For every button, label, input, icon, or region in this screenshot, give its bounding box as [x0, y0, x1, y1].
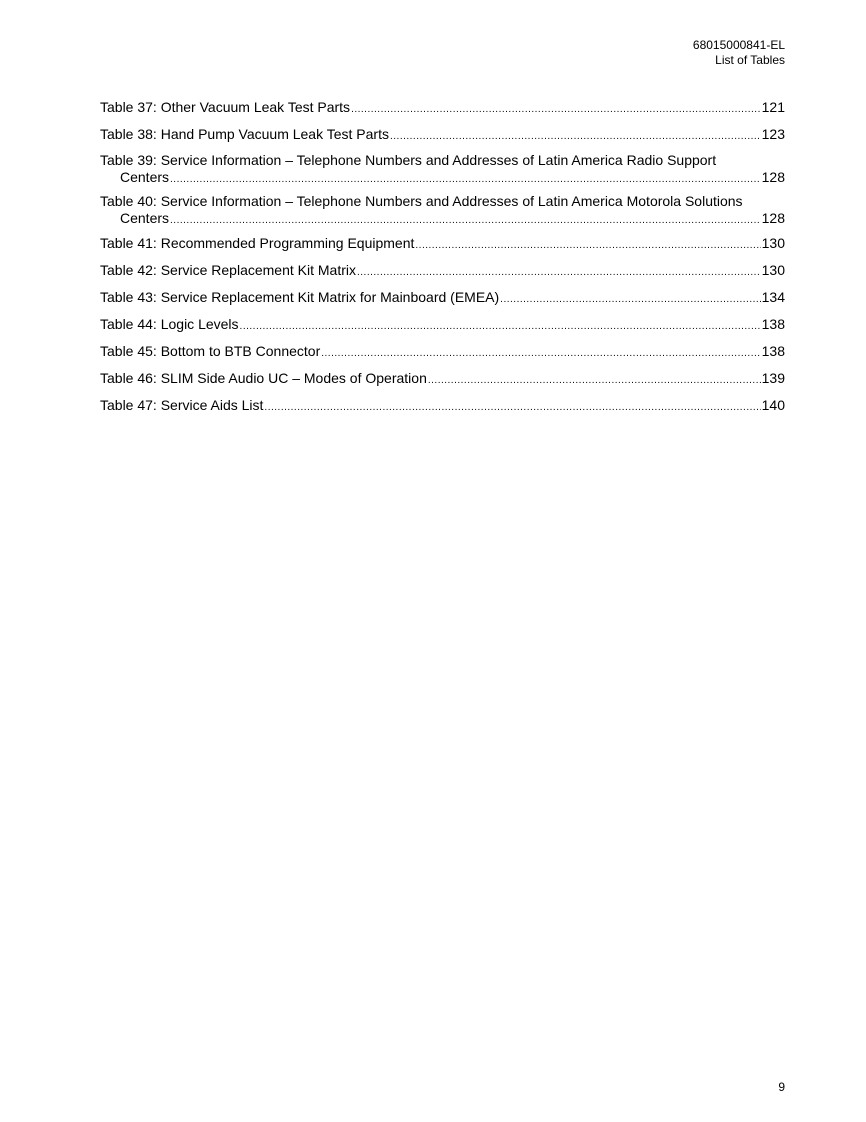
toc-entry-label: Table 38: Hand Pump Vacuum Leak Test Parts: [100, 126, 389, 142]
page-header: [693, 38, 785, 68]
toc-entry-label: Table 40: Service Information – Telephone Numbers and Addresses of Latin America Motorola Solutions: [100, 193, 743, 209]
toc-entry-label: Table 46: SLIM Side Audio UC – Modes of Operation: [100, 370, 427, 386]
toc-entry-page: 139: [761, 370, 785, 386]
toc-entry-page: 130: [761, 262, 785, 278]
toc-entry-table-42[interactable]: [100, 261, 785, 282]
toc-entry-label: Table 42: Service Replacement Kit Matrix: [100, 262, 356, 278]
dot-leader: [428, 372, 761, 390]
toc-entry-page: 128: [761, 169, 785, 185]
toc-entry-table-45[interactable]: [100, 342, 785, 363]
toc-entry-table-46[interactable]: [100, 369, 785, 390]
toc-entry-table-44[interactable]: [100, 315, 785, 336]
dot-leader: [500, 291, 760, 309]
toc-entry-page: 140: [761, 397, 785, 413]
toc-entry-table-40[interactable]: [100, 193, 785, 229]
dot-leader: [240, 318, 761, 336]
toc-entry-table-47[interactable]: [100, 396, 785, 417]
dot-leader: [321, 345, 760, 363]
toc-entry-page: 121: [761, 99, 785, 115]
toc-entry-page: 130: [761, 235, 785, 251]
toc-entry-label: Table 45: Bottom to BTB Connector: [100, 343, 321, 359]
toc-entry-page: 138: [761, 316, 785, 332]
toc-entry-page: 128: [761, 210, 785, 226]
toc-entry-label-continued: Centers: [120, 169, 170, 185]
toc-entry-label: Table 43: Service Replacement Kit Matrix for Mainboard (EMEA): [100, 289, 500, 305]
dot-leader: [264, 399, 760, 417]
toc-entry-page: 138: [761, 343, 785, 359]
toc-entry-table-38[interactable]: [100, 125, 785, 146]
dot-leader: [357, 264, 761, 282]
toc-entry-table-39[interactable]: [100, 152, 785, 188]
dot-leader: [390, 128, 761, 146]
toc-entry-page: 123: [761, 126, 785, 142]
toc-entry-label: Table 39: Service Information – Telephone Numbers and Addresses of Latin America Radio Support: [100, 152, 717, 168]
page-number: 9: [778, 1080, 785, 1094]
section-title: List of Tables: [715, 53, 785, 67]
toc-entry-label: Table 37: Other Vacuum Leak Test Parts: [100, 99, 351, 115]
dot-leader: [351, 101, 761, 119]
toc-entry-label: Table 41: Recommended Programming Equipment: [100, 235, 415, 251]
document-number: 68015000841-EL: [692, 38, 785, 52]
dot-leader: [170, 172, 761, 188]
toc-entry-label: Table 44: Logic Levels: [100, 316, 239, 332]
list-of-tables: [100, 98, 785, 423]
toc-entry-table-41[interactable]: [100, 234, 785, 255]
dot-leader: [415, 237, 760, 255]
toc-entry-table-43[interactable]: [100, 288, 785, 309]
toc-entry-label: Table 47: Service Aids List: [100, 397, 264, 413]
dot-leader: [170, 213, 761, 229]
toc-entry-label-continued: Centers: [120, 210, 170, 226]
toc-entry-page: 134: [761, 289, 785, 305]
toc-entry-table-37[interactable]: [100, 98, 785, 119]
